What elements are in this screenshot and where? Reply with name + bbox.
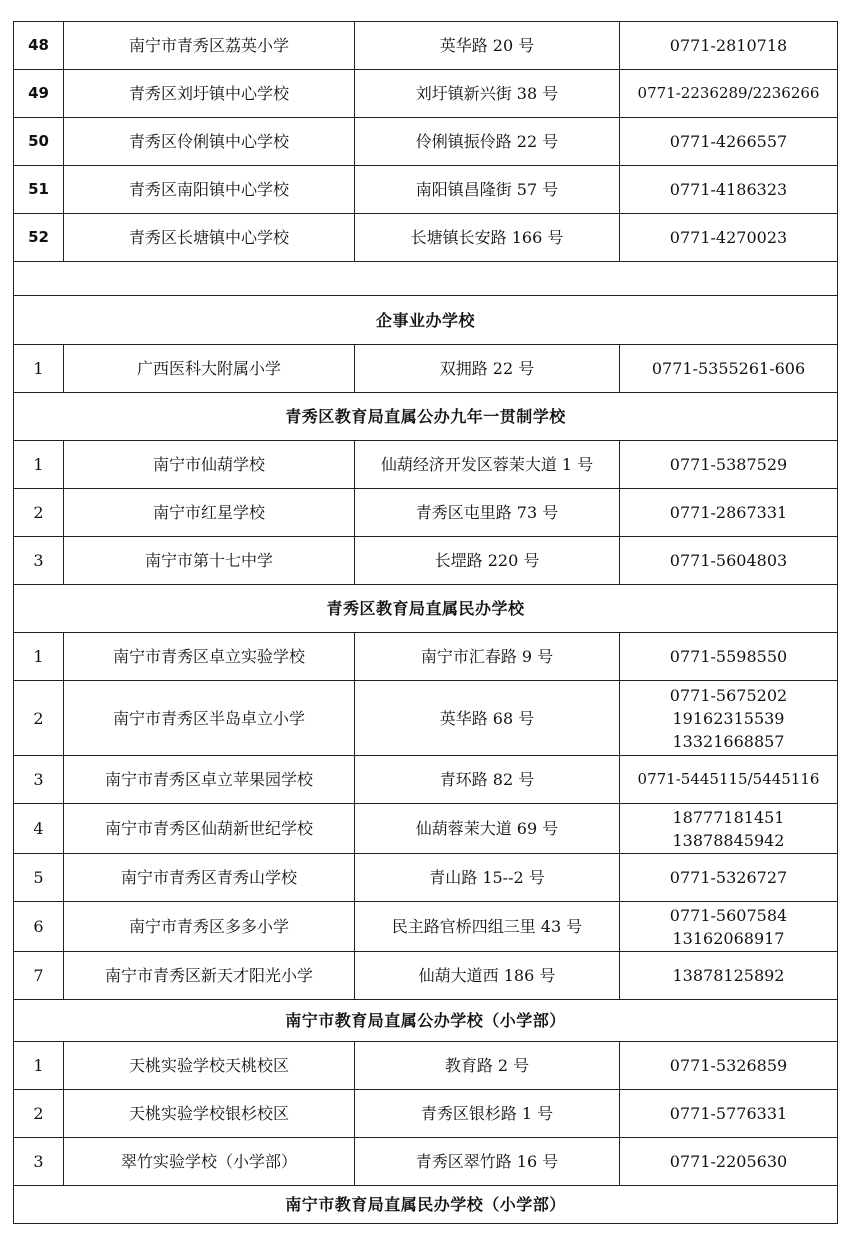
school-address: 英华路 68 号 bbox=[355, 681, 620, 756]
school-name: 南宁市青秀区卓立苹果园学校 bbox=[64, 756, 355, 804]
school-name: 青秀区南阳镇中心学校 bbox=[64, 166, 355, 214]
school-address: 长塘镇长安路 166 号 bbox=[355, 214, 620, 262]
phone-number: 13878845942 bbox=[672, 830, 785, 850]
section-title-city-public-primary: 南宁市教育局直属公办学校（小学部） bbox=[14, 1000, 838, 1042]
table-row bbox=[14, 70, 838, 118]
table-row bbox=[14, 166, 838, 214]
phone-number: 0771-5598550 bbox=[669, 647, 788, 666]
row-number: 2 bbox=[14, 681, 64, 756]
school-phone bbox=[620, 633, 838, 681]
phone-number: 0771-5326727 bbox=[669, 868, 788, 887]
row-number: 1 bbox=[14, 345, 64, 393]
school-phone bbox=[620, 1042, 838, 1090]
phone-number: 0771-5776331 bbox=[669, 1104, 788, 1123]
school-phone bbox=[620, 1138, 838, 1186]
table-row bbox=[14, 854, 838, 902]
phone-number: 0771-2810718 bbox=[669, 36, 788, 55]
phone-number: 13321668857 bbox=[672, 731, 785, 751]
table-row bbox=[14, 756, 838, 804]
school-address: 青秀区屯里路 73 号 bbox=[355, 489, 620, 537]
school-name: 南宁市青秀区仙葫新世纪学校 bbox=[64, 804, 355, 854]
table-row bbox=[14, 214, 838, 262]
school-phone bbox=[620, 166, 838, 214]
row-number: 4 bbox=[14, 804, 64, 854]
phone-number: 0771-2205630 bbox=[669, 1152, 788, 1171]
school-phone bbox=[620, 1090, 838, 1138]
table-row bbox=[14, 902, 838, 952]
row-number: 7 bbox=[14, 952, 64, 1000]
phone-number: 0771-5355261-606 bbox=[651, 359, 806, 378]
row-number: 1 bbox=[14, 441, 64, 489]
school-name: 翠竹实验学校（小学部） bbox=[64, 1138, 355, 1186]
row-number: 50 bbox=[14, 118, 64, 166]
section-title-private-district: 青秀区教育局直属民办学校 bbox=[14, 585, 838, 633]
school-name: 南宁市青秀区新天才阳光小学 bbox=[64, 952, 355, 1000]
phone-number: 0771-2867331 bbox=[669, 503, 788, 522]
school-name: 南宁市青秀区青秀山学校 bbox=[64, 854, 355, 902]
section-title-nine-year-public: 青秀区教育局直属公办九年一贯制学校 bbox=[14, 393, 838, 441]
school-phone bbox=[620, 854, 838, 902]
school-phone bbox=[620, 952, 838, 1000]
table-row bbox=[14, 1090, 838, 1138]
school-name: 南宁市红星学校 bbox=[64, 489, 355, 537]
school-address: 民主路官桥四组三里 43 号 bbox=[355, 902, 620, 952]
school-name: 天桃实验学校银杉校区 bbox=[64, 1090, 355, 1138]
school-phone bbox=[620, 804, 838, 854]
school-phone bbox=[620, 70, 838, 118]
school-phone bbox=[620, 756, 838, 804]
school-phone bbox=[620, 345, 838, 393]
section-header bbox=[14, 585, 838, 633]
table-row bbox=[14, 681, 838, 756]
school-address: 青山路 15--2 号 bbox=[355, 854, 620, 902]
phone-number: 0771-4186323 bbox=[669, 180, 788, 199]
row-number: 3 bbox=[14, 537, 64, 585]
phone-number: 19162315539 bbox=[672, 708, 785, 728]
school-address: 长堽路 220 号 bbox=[355, 537, 620, 585]
row-number: 5 bbox=[14, 854, 64, 902]
school-address: 仙葫大道西 186 号 bbox=[355, 952, 620, 1000]
row-number: 3 bbox=[14, 1138, 64, 1186]
school-name: 青秀区伶俐镇中心学校 bbox=[64, 118, 355, 166]
school-address: 刘圩镇新兴街 38 号 bbox=[355, 70, 620, 118]
phone-number: 0771-5445115/5445116 bbox=[637, 770, 820, 788]
school-phone bbox=[620, 214, 838, 262]
phone-number: 0771-4266557 bbox=[669, 132, 788, 151]
phone-number: 0771-2236289/2236266 bbox=[637, 84, 820, 102]
school-address: 仙葫蓉茉大道 69 号 bbox=[355, 804, 620, 854]
table-row bbox=[14, 537, 838, 585]
school-address: 南阳镇昌隆街 57 号 bbox=[355, 166, 620, 214]
school-phone bbox=[620, 902, 838, 952]
school-phone bbox=[620, 681, 838, 756]
table-row bbox=[14, 1042, 838, 1090]
school-phone bbox=[620, 537, 838, 585]
section-title-city-private-primary: 南宁市教育局直属民办学校（小学部） bbox=[14, 1186, 838, 1224]
school-phone bbox=[620, 441, 838, 489]
school-address: 青环路 82 号 bbox=[355, 756, 620, 804]
row-number: 48 bbox=[14, 22, 64, 70]
school-phone bbox=[620, 489, 838, 537]
school-name: 南宁市青秀区荔英小学 bbox=[64, 22, 355, 70]
table-row bbox=[14, 22, 838, 70]
school-directory-table bbox=[13, 21, 838, 1224]
school-name: 南宁市青秀区多多小学 bbox=[64, 902, 355, 952]
school-address: 伶俐镇振伶路 22 号 bbox=[355, 118, 620, 166]
section-header bbox=[14, 296, 838, 345]
school-address: 青秀区银杉路 1 号 bbox=[355, 1090, 620, 1138]
row-number: 1 bbox=[14, 1042, 64, 1090]
row-number: 52 bbox=[14, 214, 64, 262]
school-name: 南宁市第十七中学 bbox=[64, 537, 355, 585]
school-address: 英华路 20 号 bbox=[355, 22, 620, 70]
table-row bbox=[14, 489, 838, 537]
table-row bbox=[14, 952, 838, 1000]
school-address: 青秀区翠竹路 16 号 bbox=[355, 1138, 620, 1186]
school-phone bbox=[620, 118, 838, 166]
row-number: 1 bbox=[14, 633, 64, 681]
table-row bbox=[14, 633, 838, 681]
phone-number: 0771-5607584 bbox=[669, 905, 788, 925]
school-address: 南宁市汇春路 9 号 bbox=[355, 633, 620, 681]
school-name: 青秀区刘圩镇中心学校 bbox=[64, 70, 355, 118]
row-number: 51 bbox=[14, 166, 64, 214]
row-number: 3 bbox=[14, 756, 64, 804]
table-row bbox=[14, 804, 838, 854]
phone-number: 13162068917 bbox=[672, 928, 785, 948]
school-name: 天桃实验学校天桃校区 bbox=[64, 1042, 355, 1090]
school-name: 南宁市青秀区卓立实验学校 bbox=[64, 633, 355, 681]
school-name: 南宁市仙葫学校 bbox=[64, 441, 355, 489]
school-name: 广西医科大附属小学 bbox=[64, 345, 355, 393]
table-row bbox=[14, 345, 838, 393]
phone-number: 13878125892 bbox=[672, 966, 785, 985]
phone-number: 0771-5326859 bbox=[669, 1056, 788, 1075]
section-header bbox=[14, 1000, 838, 1042]
phone-number: 0771-5387529 bbox=[669, 455, 788, 474]
phone-number: 0771-5604803 bbox=[669, 551, 788, 570]
row-number: 2 bbox=[14, 1090, 64, 1138]
school-address: 教育路 2 号 bbox=[355, 1042, 620, 1090]
blank-row bbox=[14, 262, 838, 296]
table-row bbox=[14, 1138, 838, 1186]
table-row bbox=[14, 441, 838, 489]
phone-number: 18777181451 bbox=[672, 807, 785, 827]
section-header bbox=[14, 393, 838, 441]
school-address: 双拥路 22 号 bbox=[355, 345, 620, 393]
school-name: 南宁市青秀区半岛卓立小学 bbox=[64, 681, 355, 756]
section-title-enterprise: 企事业办学校 bbox=[14, 296, 838, 345]
row-number: 2 bbox=[14, 489, 64, 537]
school-phone bbox=[620, 22, 838, 70]
row-number: 49 bbox=[14, 70, 64, 118]
school-name: 青秀区长塘镇中心学校 bbox=[64, 214, 355, 262]
school-address: 仙葫经济开发区蓉茉大道 1 号 bbox=[355, 441, 620, 489]
phone-number: 0771-4270023 bbox=[669, 228, 788, 247]
table-row bbox=[14, 118, 838, 166]
row-number: 6 bbox=[14, 902, 64, 952]
section-header bbox=[14, 1186, 838, 1224]
phone-number: 0771-5675202 bbox=[669, 685, 788, 705]
blank-cell bbox=[14, 262, 838, 296]
